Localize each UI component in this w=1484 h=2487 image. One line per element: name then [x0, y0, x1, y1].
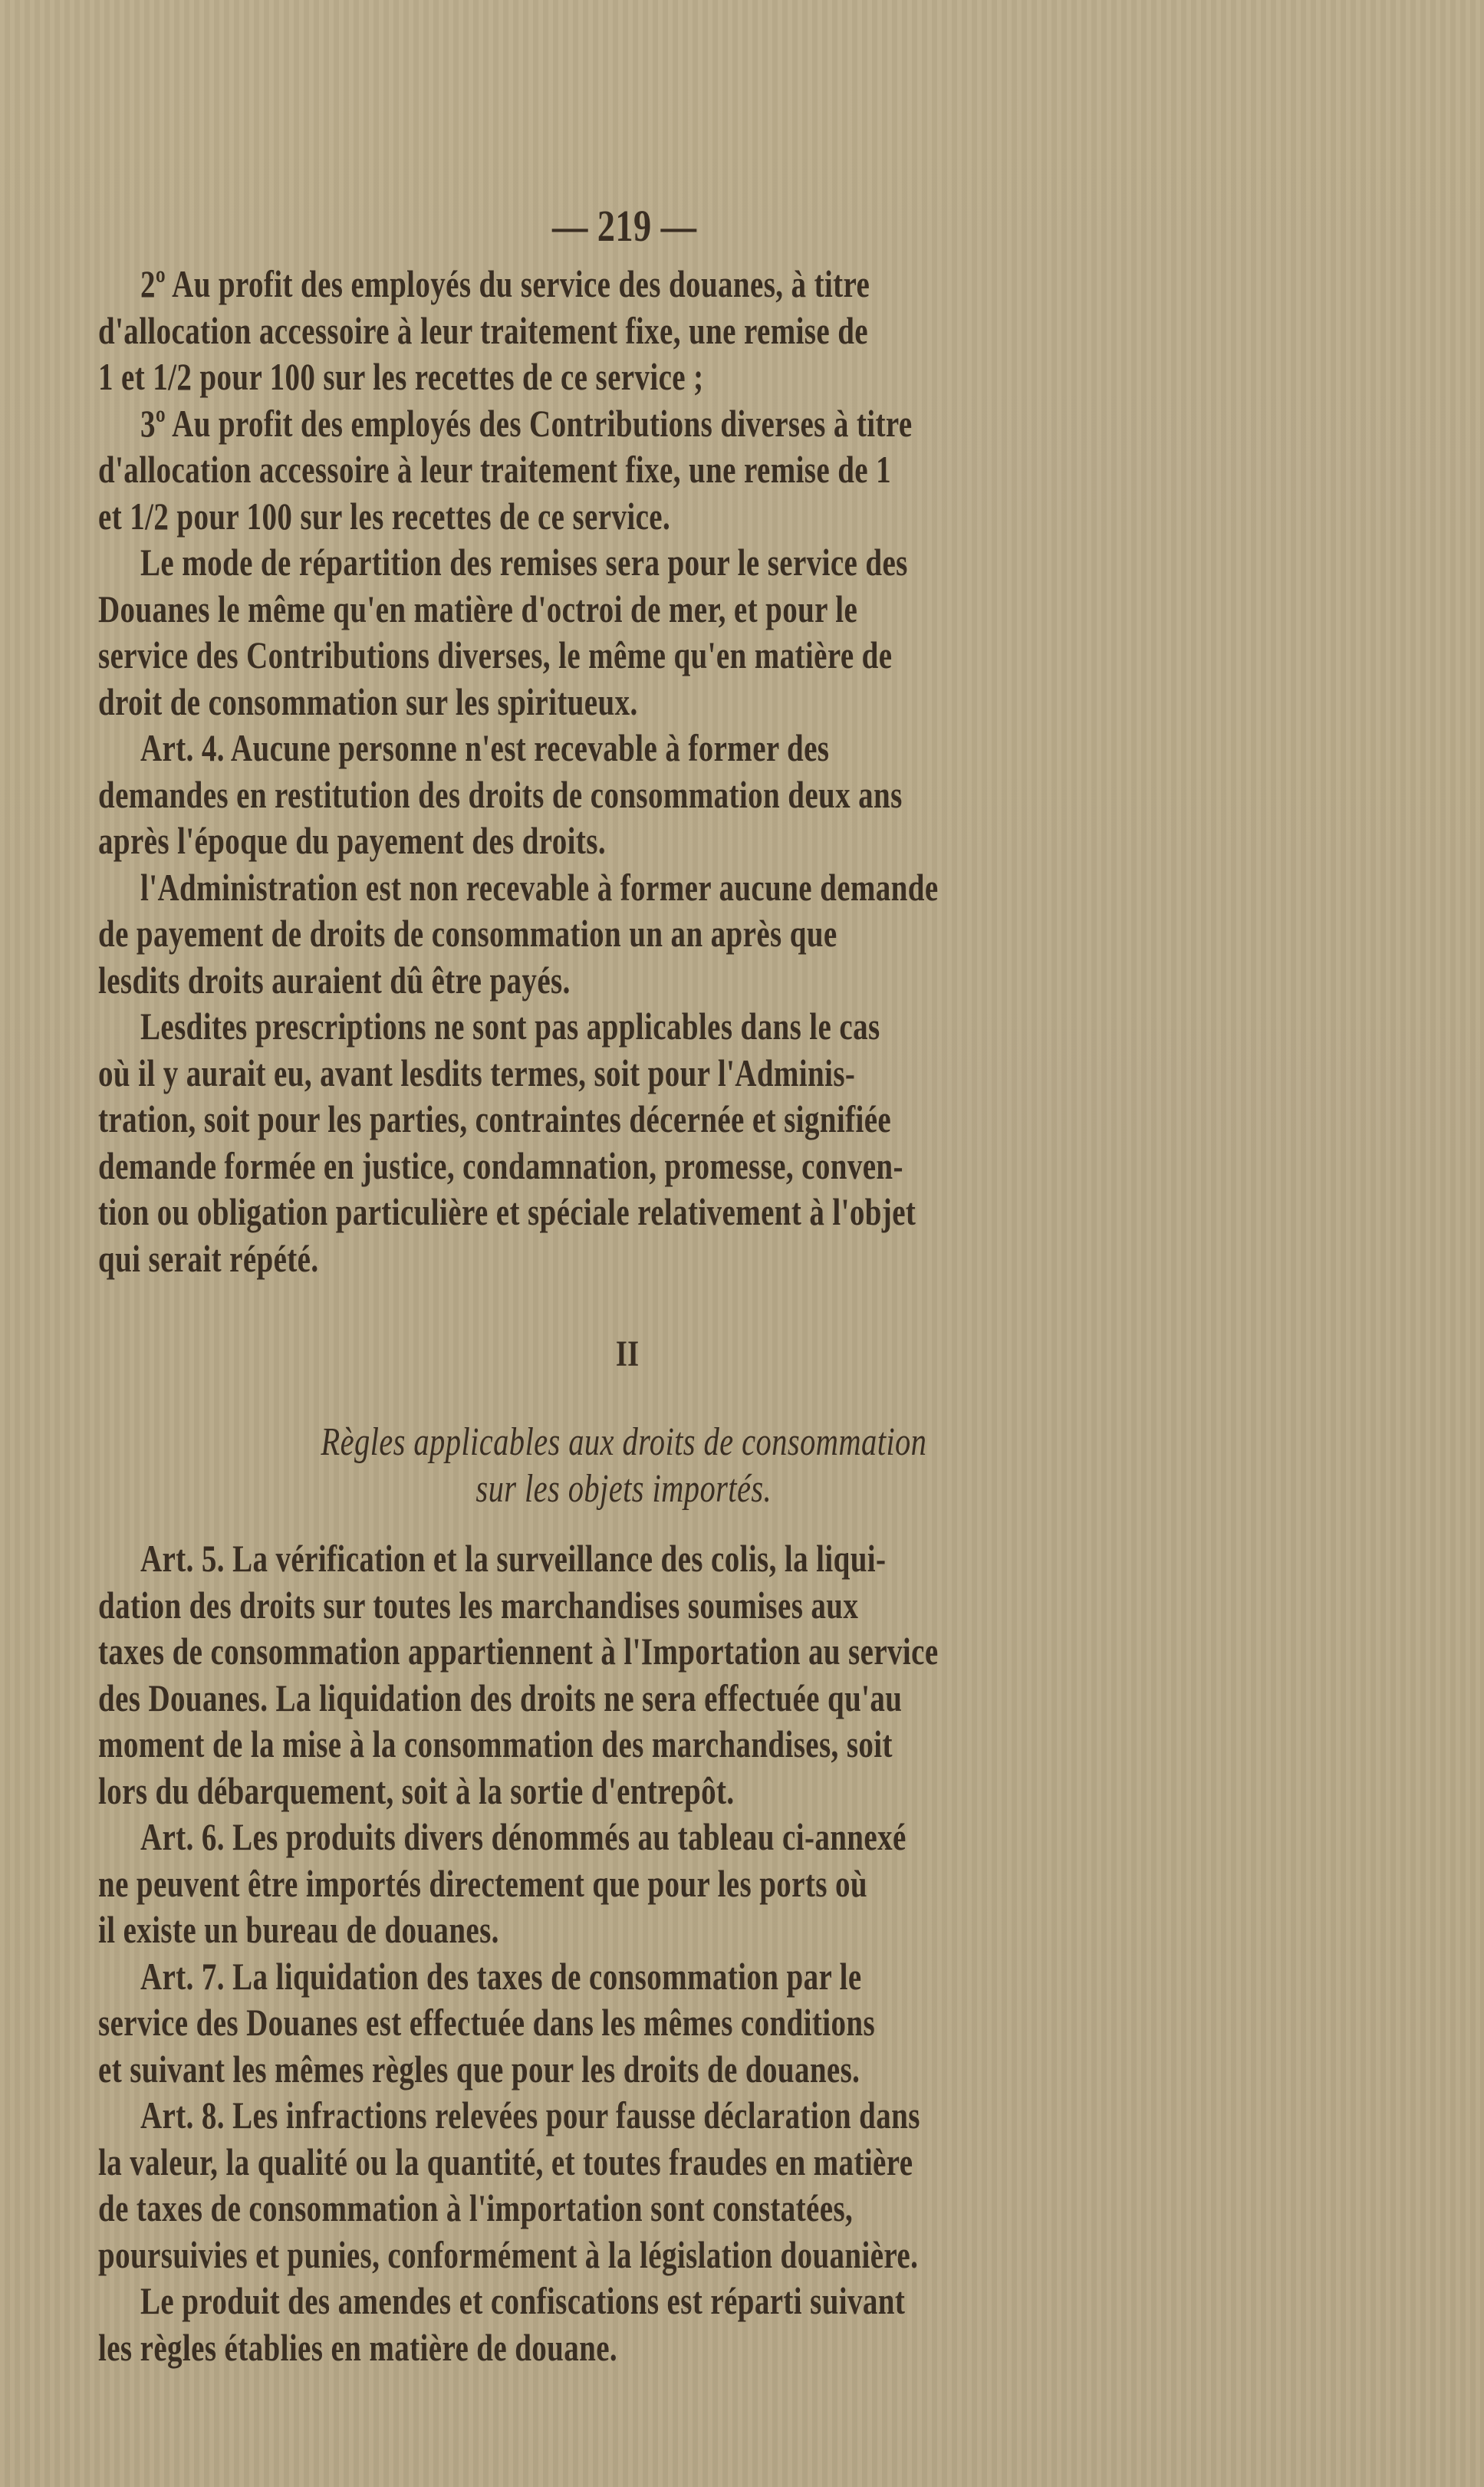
section-subtitle: sur les objets importés.	[475, 1466, 772, 1511]
text-line: qui serait répété.	[98, 1236, 319, 1280]
article-4-line: Art. 4. Aucune personne n'est recevable à former des	[140, 726, 830, 769]
text-line: et 1/2 pour 100 sur les recettes de ce service.	[98, 494, 671, 538]
spacer	[98, 1512, 1264, 1535]
text-line: demande formée en justice, condamnation, promesse, conven-	[98, 1143, 903, 1187]
spacer	[98, 1381, 1264, 1419]
text-line: droit de consommation sur les spiritueux.	[98, 679, 638, 723]
text-line: de taxes de consommation à l'importation sont constatées,	[98, 2186, 854, 2229]
text-line: et suivant les mêmes règles que pour les droits de douanes.	[98, 2047, 860, 2091]
paragraph-prescriptions-line: Lesdites prescriptions ne sont pas applicables dans le cas	[140, 1005, 880, 1048]
text-line: de payement de droits de consommation un an après que	[98, 912, 837, 955]
paragraph-administration-line: l'Administration est non recevable à former aucune demande	[140, 865, 939, 909]
text-line: moment de la mise à la consommation des marchandises, soit	[98, 1722, 893, 1765]
text-line: la valeur, la qualité ou la quantité, et toutes fraudes en matière	[98, 2140, 913, 2183]
paragraph-repartition-line: Le mode de répartition des remises sera pour le service des	[140, 541, 908, 584]
text-line: il existe un bureau de douanes.	[98, 1908, 499, 1951]
section-numeral: II	[615, 1334, 640, 1374]
text-line: ne peuvent être importés directement que pour les ports où	[98, 1861, 867, 1905]
text-line: tration, soit pour les parties, contraintes décernée et signifiée	[98, 1097, 892, 1140]
text-line: après l'époque du payement des droits.	[98, 819, 607, 862]
text-line: service des Douanes est effectuée dans les mêmes conditions	[98, 2001, 876, 2044]
paragraph-2-line: 2º Au profit des employés du service des douanes, à titre	[140, 262, 870, 305]
text-line: dation des droits sur toutes les marchandises soumises aux	[98, 1583, 859, 1627]
article-6-line: Art. 6. Les produits divers dénommés au tableau ci-annexé	[140, 1815, 907, 1858]
text-line: des Douanes. La liquidation des droits ne sera effectuée qu'au	[98, 1676, 903, 1719]
text-line: où il y aurait eu, avant lesdits termes, soit pour l'Adminis-	[98, 1051, 856, 1094]
text-line: lors du débarquement, soit à la sortie d'entrepôt.	[98, 1768, 735, 1812]
page-number: — 219 —	[552, 201, 697, 251]
text-line: service des Contributions diverses, le même qu'en matière de	[98, 633, 893, 676]
text-line: d'allocation accessoire à leur traitement fixe, une remise de 1	[98, 448, 892, 491]
text-line: tion ou obligation particulière et spéciale relativement à l'objet	[98, 1190, 916, 1233]
text-line: d'allocation accessoire à leur traitement fixe, une remise de	[98, 308, 868, 352]
body-block	[98, 1535, 1264, 2370]
text-line: les règles établies en matière de douane.	[98, 2325, 618, 2369]
document-page	[98, 192, 1264, 2370]
text-line: taxes de consommation appartiennent à l'Importation au service	[98, 1630, 939, 1673]
text-line: 1 et 1/2 pour 100 sur les recettes de ce service ;	[98, 355, 704, 398]
article-5-line: Art. 5. La vérification et la surveillance des colis, la liqui-	[140, 1537, 887, 1580]
text-line: poursuivies et punies, conformément à la législation douanière.	[98, 2232, 919, 2276]
article-8-line: Art. 8. Les infractions relevées pour fausse déclaration dans	[140, 2094, 920, 2137]
text-line: demandes en restitution des droits de consommation deux ans	[98, 772, 903, 816]
intro-block	[98, 261, 1264, 1281]
text-line: lesdits droits auraient dû être payés.	[98, 958, 571, 1002]
article-7-line: Art. 7. La liquidation des taxes de consommation par le	[140, 1954, 862, 1998]
paragraph-amendes-line: Le produit des amendes et confiscations est réparti suivant	[140, 2279, 906, 2322]
section-title: Règles applicables aux droits de consommation	[321, 1420, 926, 1464]
text-line: Douanes le même qu'en matière d'octroi de mer, et pour le	[98, 587, 858, 630]
paragraph-3-line: 3º Au profit des employés des Contributions diverses à titre	[140, 401, 913, 445]
